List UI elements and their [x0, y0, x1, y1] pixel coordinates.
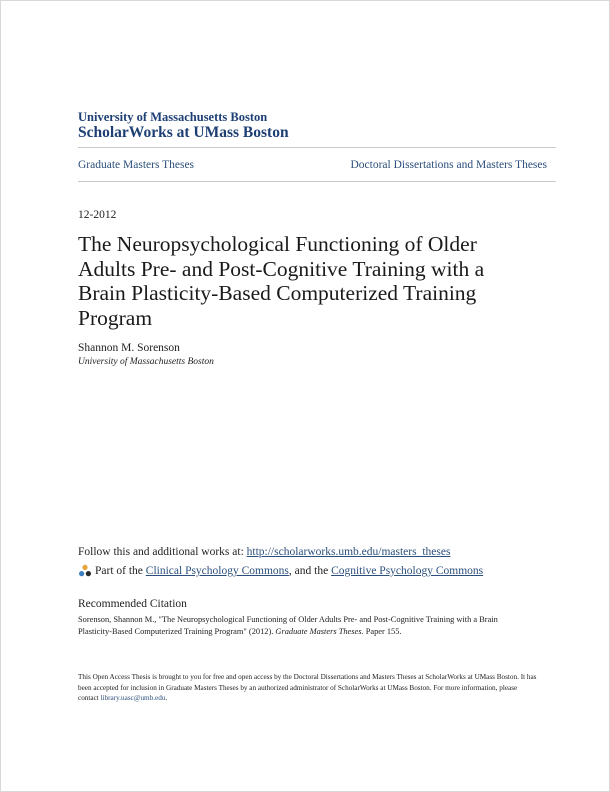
author-affiliation: University of Massachusetts Boston [78, 357, 214, 367]
notice-end: . [165, 694, 168, 702]
author-name: Shannon M. Sorenson [78, 342, 180, 354]
document-title: The Neuropsychological Functioning of Older Adults Pre- and Post-Cognitive Training with a Brain Plasticity-Based Computerized Training Program [78, 232, 485, 330]
follow-prefix: Follow this and additional works at: [78, 546, 247, 558]
series-link-left[interactable]: Graduate Masters Theses [78, 159, 195, 171]
divider-bottom [78, 181, 556, 182]
part-of-prefix: Part of the [95, 565, 143, 577]
part-of-line [78, 564, 483, 578]
repository-name[interactable]: ScholarWorks at UMass Boston [78, 124, 289, 141]
clinical-psychology-commons-link[interactable]: Clinical Psychology Commons [145, 565, 289, 577]
publication-date: 12-2012 [78, 209, 117, 221]
series-link-right[interactable]: Doctoral Dissertations and Masters Theses [350, 159, 547, 171]
contact-email-link[interactable]: library.uasc@umb.edu [100, 694, 166, 702]
citation-end: Paper 155. [363, 627, 402, 636]
notice-text: This Open Access Thesis is brought to you for free and open access by the Doctoral Dissertations and Masters Theses at ScholarWorks at UMass Boston. It has been accepted for inclusion in Graduate Masters Theses by an authorized administrator of ScholarWorks at UMass Boston. For more information, please contact [78, 673, 537, 702]
recommended-citation-heading: Recommended Citation [78, 598, 187, 610]
and-the-text: , and the [288, 565, 329, 577]
follow-line [78, 546, 450, 558]
citation-series: Graduate Masters Theses. [275, 627, 364, 636]
citation-main: Sorenson, Shannon M., "The Neuropsychological Functioning of Older Adults Pre- and Post-Cognitive Training with a Brain Plasticity-Based Computerized Training Program" (2012). [78, 615, 498, 636]
recommended-citation-text [78, 614, 528, 638]
open-access-notice [78, 672, 538, 704]
cognitive-psychology-commons-link[interactable]: Cognitive Psychology Commons [331, 565, 484, 577]
network-commons-icon [78, 564, 92, 578]
divider-top [78, 147, 556, 148]
institution-name: University of Massachusetts Boston [78, 110, 268, 124]
follow-url-link[interactable]: http://scholarworks.umb.edu/masters_theses [246, 546, 451, 558]
